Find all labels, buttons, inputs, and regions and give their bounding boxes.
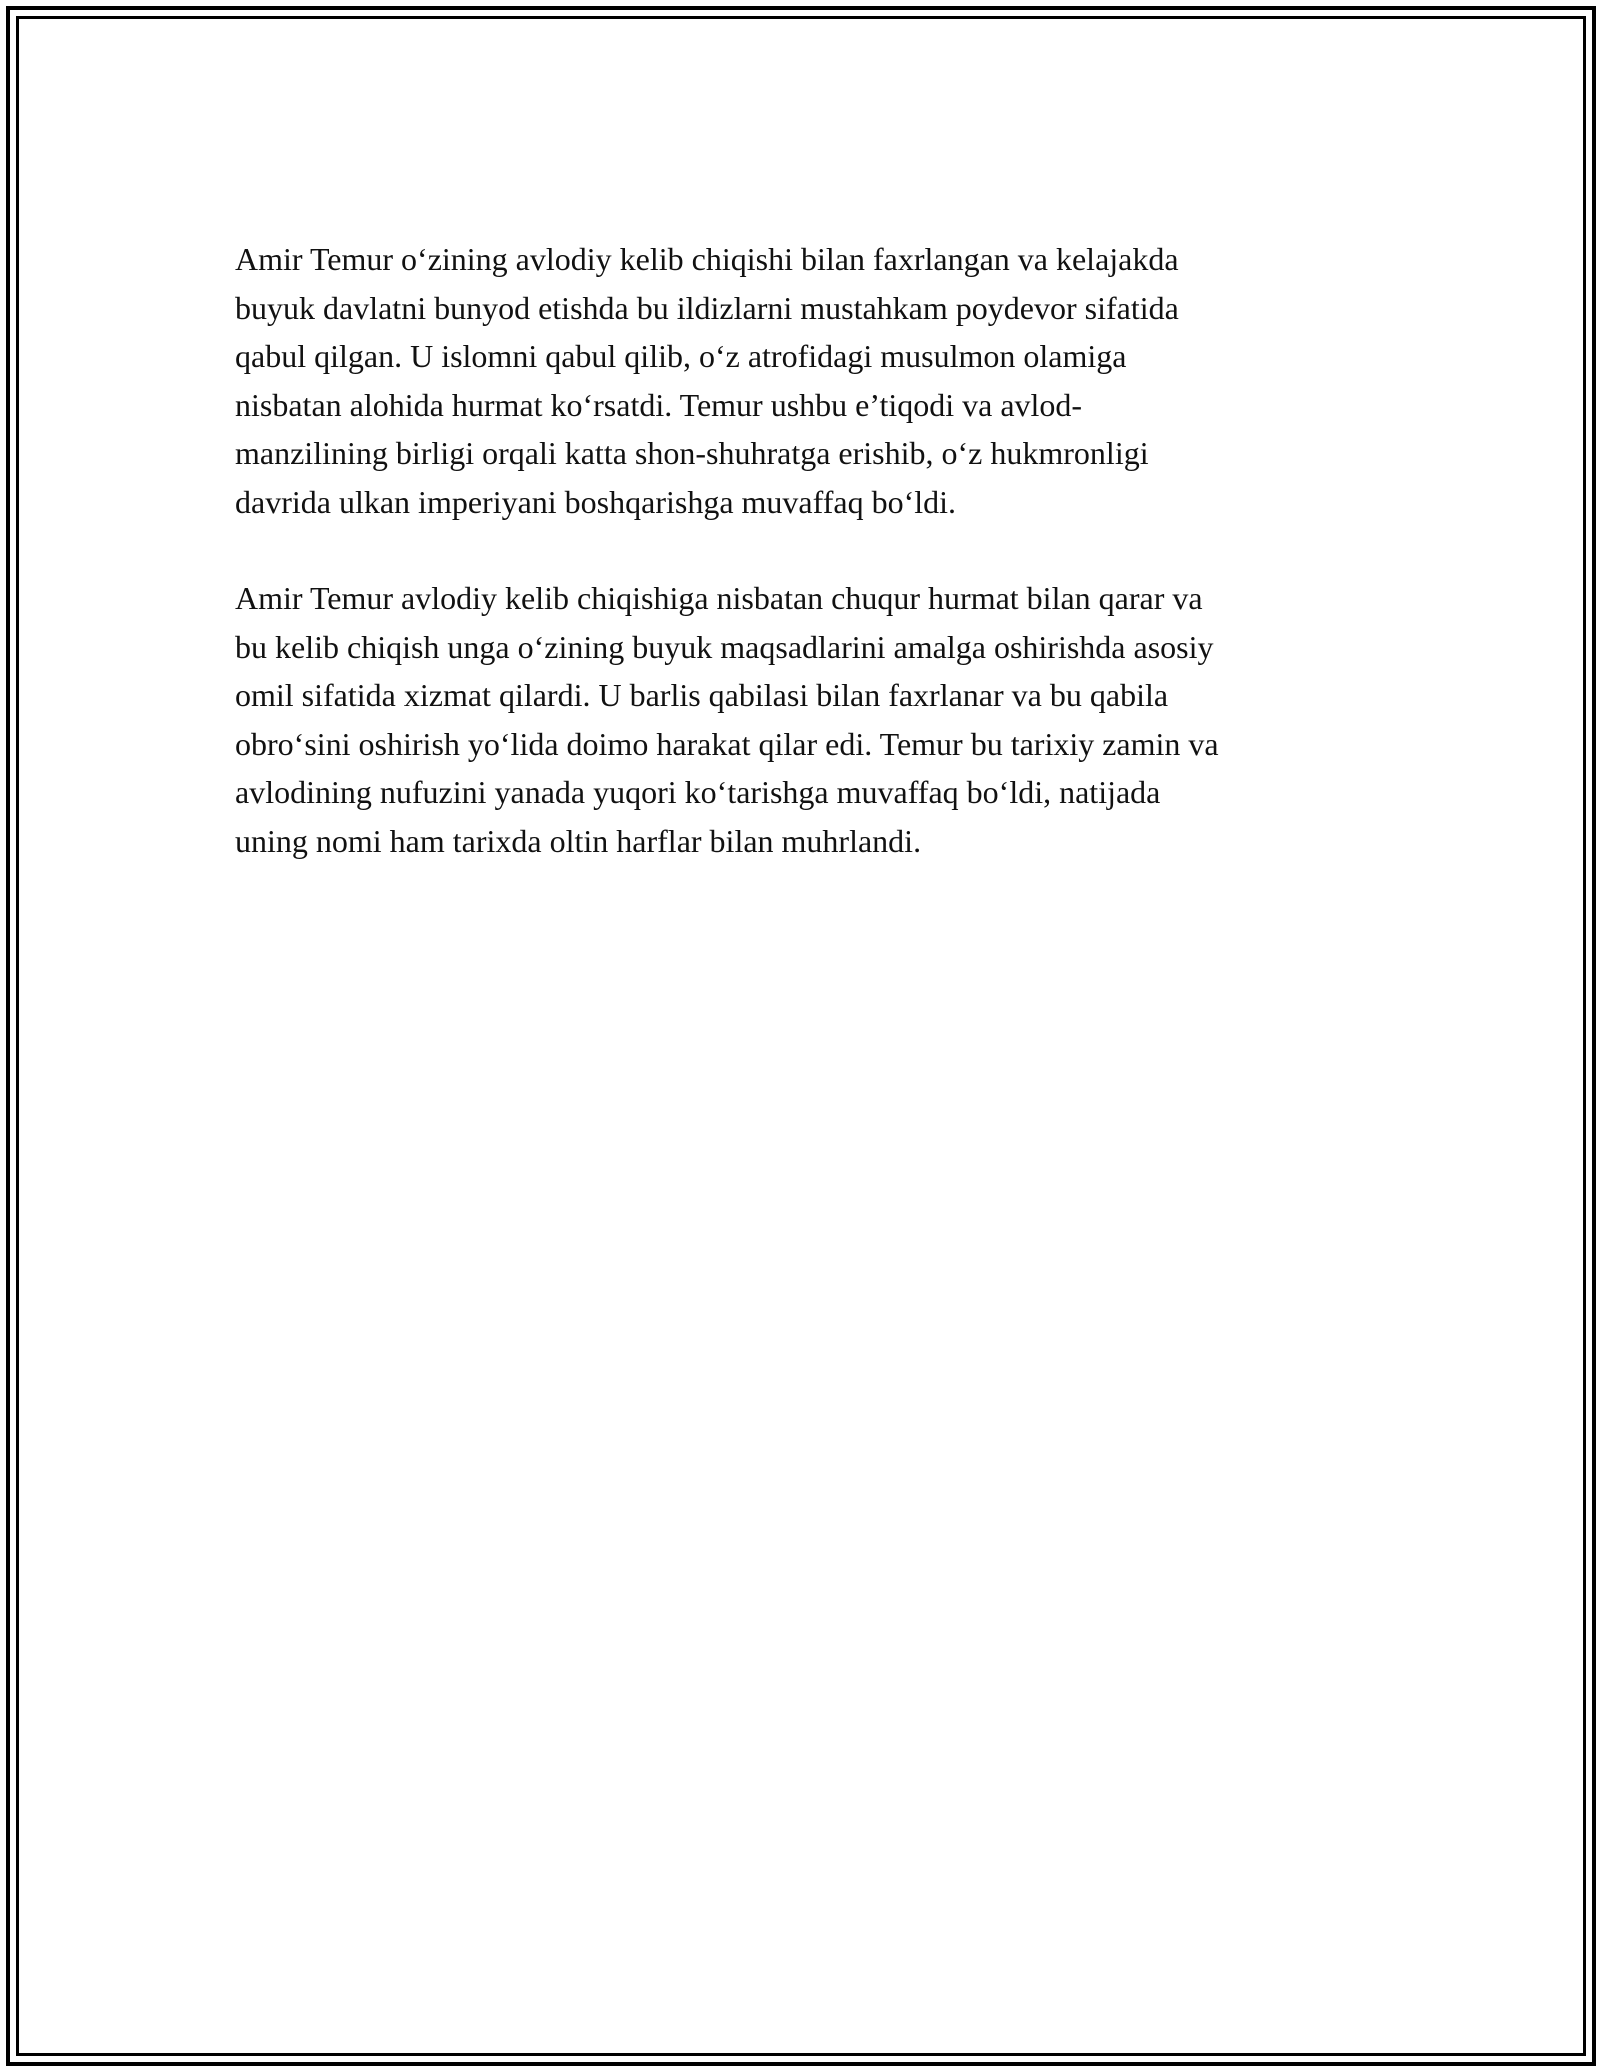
paragraph-2: Amir Temur avlodiy kelib chiqishiga nisbatan chuqur hurmat bilan qarar va bu kelib chiqish unga o‘zining buyuk maqsadlarini amalga oshirishda asosiy omil sifatida xizmat qilardi. U barlis qabilasi bilan faxrlanar va bu qabila obro‘sini oshirish yo‘lida doimo harakat qilar edi. Temur bu tarixiy zamin va avlodining nufuzini yanada yuqori ko‘tarishga muvaffaq bo‘ldi, natijada uning nomi ham tarixda oltin harflar bilan muhrlandi. [235, 580, 1219, 859]
document-body [235, 235, 1375, 865]
paragraph-1: Amir Temur o‘zining avlodiy kelib chiqishi bilan faxrlangan va kelajakda buyuk davlatni bunyod etishda bu ildizlarni mustahkam poydevor sifatida qabul qilgan. U islomni qabul qilib, o‘z atrofidagi musulmon olamiga nisbatan alohida hurmat ko‘rsatdi. Temur ushbu e’tiqodi va avlod- manzilining birligi orqali katta shon-shuhratga erishib, o‘z hukmronligi davrida ulkan imperiyani boshqarishga muvaffaq bo‘ldi. [235, 241, 1179, 520]
